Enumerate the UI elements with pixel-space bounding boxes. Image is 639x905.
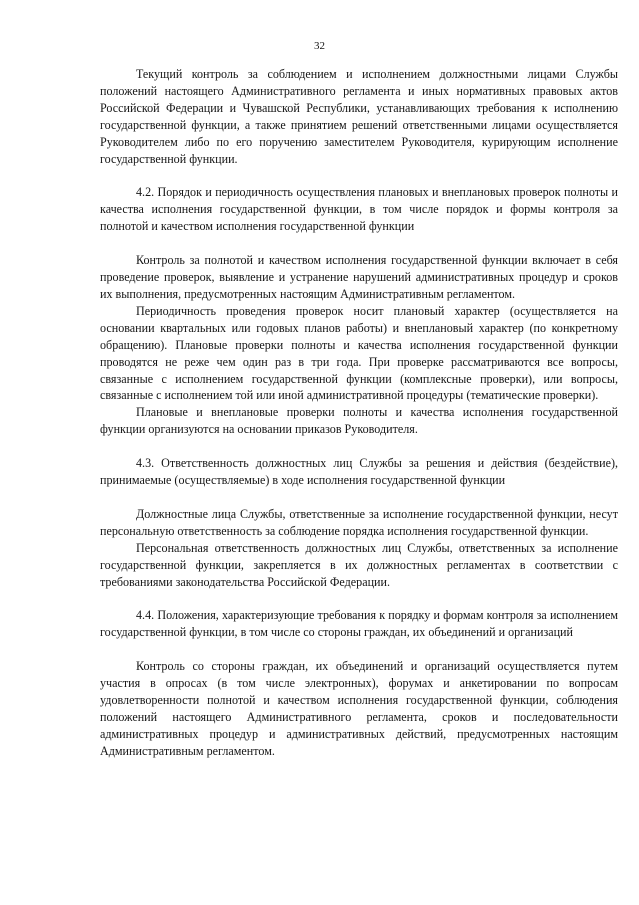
section-4-3-paragraph-2: Персональная ответственность должностных лиц Службы, ответственных за исполнение государственной функции, закрепляется в их должностных регламентах в соответствии с требованиями законодательства Российской Федерации. [100, 540, 618, 589]
spacer [100, 438, 618, 455]
section-4-3-paragraph-1: Должностные лица Службы, ответственные за исполнение государственной функции, несут персональную ответственность за соблюдение порядка исполнения государственной функции. [100, 506, 618, 538]
section-4-1-paragraph: Текущий контроль за соблюдением и исполнением должностными лицами Службы положений настоящего Административного регламента и иных нормативных правовых актов Российской Федерации и Чувашской Республики, устанавливающих требования к исполнению государственной функции, а также принятием решений ответственными лицами осуществляется Руководителем либо по его поручению заместителем Руководителя, курирующим исполнение государственной функции. [100, 67, 618, 166]
section-4-2-heading: 4.2. Порядок и периодичность осуществления плановых и внеплановых проверок полноты и качества исполнения государственной функции, в том числе порядок и формы контроля за полнотой и качеством исполнения государственной функции [100, 185, 618, 234]
spacer [100, 590, 618, 607]
section-4-2-paragraph-1: Контроль за полнотой и качеством исполнения государственной функции включает в себя проведение проверок, выявление и устранение нарушений административных процедур и сроков их выполнения, предусмотренных настоящим Административным регламентом. [100, 253, 618, 301]
page-number: 32 [314, 40, 325, 52]
section-4-4-paragraph-1: Контроль со стороны граждан, их объединений и организаций осуществляется путем участия в опросах (в том числе электронных), форумах и анкетировании по вопросам удовлетворенности полнотой и качеством исполнения государственной функции, соблюдения положений настоящего Административного регламента, сроков и последовательности административных процедур и административных действий, предусмотренных настоящим Административным регламентом. [100, 659, 618, 758]
spacer [100, 489, 618, 506]
spacer [100, 235, 618, 252]
spacer [100, 167, 618, 184]
section-4-2-paragraph-2: Периодичность проведения проверок носит плановый характер (осуществляется на основании квартальных или годовых планов работы) и внеплановый характер (по конкретному обращению). Плановые проверки полноты и качества исполнения государственной функции проводятся не реже чем один раз в три года. При проверке рассматриваются все вопросы, связанные с исполнением государственной функции (комплексные проверки), или вопросы, связанные с исполнением той или иной административной процедуры (тематические проверки). [100, 303, 618, 403]
document-body [100, 66, 618, 760]
section-4-2-paragraph-3: Плановые и внеплановые проверки полноты и качества исполнения государственной функции организуются на основании приказов Руководителя. [100, 405, 618, 437]
section-4-3-heading: 4.3. Ответственность должностных лиц Службы за решения и действия (бездействие), принимаемые (осуществляемые) в ходе исполнения государственной функции [100, 456, 618, 488]
spacer [100, 641, 618, 658]
section-4-4-heading: 4.4. Положения, характеризующие требования к порядку и формам контроля за исполнением государственной функции, в том числе со стороны граждан, их объединений и организаций [100, 608, 618, 640]
